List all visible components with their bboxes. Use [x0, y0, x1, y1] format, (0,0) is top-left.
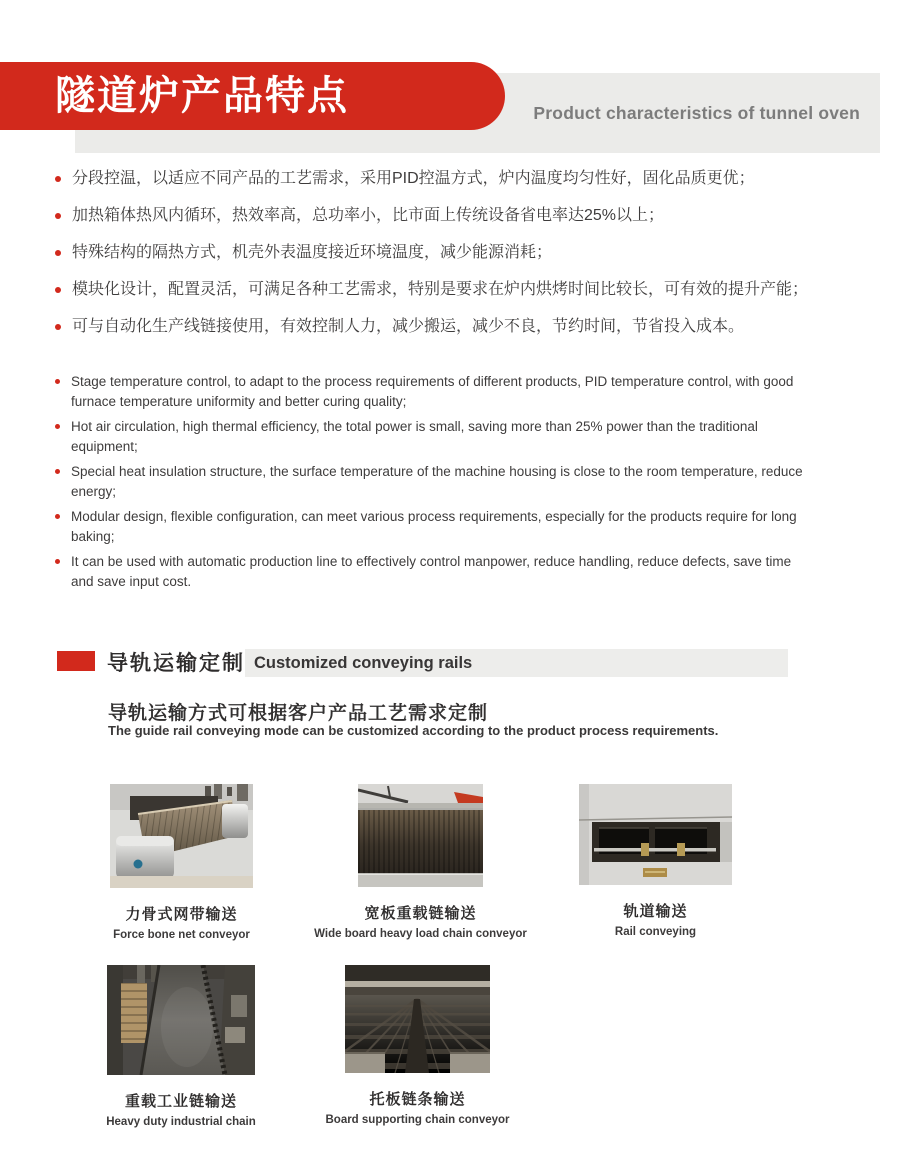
bullet-dot-icon — [55, 324, 61, 330]
feature-item-en — [55, 507, 803, 546]
section-title-en: Customized conveying rails — [254, 653, 473, 672]
gallery-item — [107, 965, 255, 1128]
feature-item-zh — [55, 242, 865, 264]
gallery-item — [314, 784, 527, 940]
feature-item-en — [55, 372, 803, 411]
feature-item-zh — [55, 316, 865, 338]
feature-text-en: It can be used with automatic production line to effectively control manpower, reduce handling, reduce defects, save time and save input cost. — [71, 554, 792, 589]
feature-item-zh — [55, 168, 865, 190]
gallery-caption-zh: 轨道输送 — [623, 903, 688, 920]
gallery-caption-en: Wide board heavy load chain conveyor — [314, 928, 527, 940]
section-subtitle-zh: 导轨运输方式可根据客户产品工艺需求定制 — [108, 703, 489, 724]
gallery-caption-zh: 力骨式网带输送 — [125, 906, 238, 923]
gallery-caption-en: Force bone net conveyor — [113, 929, 250, 941]
feature-text-zh: 特殊结构的隔热方式，机壳外表温度接近环境温度，减少能源消耗； — [72, 244, 553, 261]
board-supporting-chain-conveyor-photo — [345, 965, 490, 1073]
bullet-dot-icon — [55, 514, 60, 519]
bullet-dot-icon — [55, 287, 61, 293]
gallery-item — [110, 784, 253, 941]
feature-text-zh: 模块化设计，配置灵活，可满足各种工艺需求，特别是要求在炉内烘烤时间比较长，可有效的提升产能； — [72, 281, 809, 298]
page-title-en: Product characteristics of tunnel oven — [533, 102, 860, 123]
feature-item-zh — [55, 205, 865, 227]
page-title-zh: 隧道炉产品特点 — [55, 74, 349, 118]
gallery-caption-zh: 宽板重载链输送 — [364, 905, 477, 922]
bullet-dot-icon — [55, 176, 61, 182]
feature-text-en: Modular design, flexible configuration, can meet various process requirements, especially for the products require for long baking; — [71, 509, 797, 544]
section-title-zh: 导轨运输定制 — [107, 652, 245, 675]
feature-text-en: Hot air circulation, high thermal efficiency, the total power is small, saving more than 25% power than the traditional equipment; — [71, 419, 758, 454]
bullet-dot-icon — [55, 469, 60, 474]
gallery-item — [325, 965, 510, 1126]
feature-item-en — [55, 417, 803, 456]
gallery-caption-en: Heavy duty industrial chain — [106, 1116, 256, 1128]
feature-text-zh: 可与自动化生产线链接使用，有效控制人力，减少搬运，减少不良，节约时间，节省投入成本。 — [72, 318, 745, 335]
feature-list-zh — [55, 168, 865, 353]
gallery-item — [579, 784, 732, 938]
feature-text-zh: 分段控温，以适应不同产品的工艺需求，采用PID控温方式，炉内温度均匀性好，固化品质更优； — [72, 170, 755, 187]
heavy-duty-industrial-chain-photo — [107, 965, 255, 1075]
feature-item-en — [55, 462, 803, 501]
header-red-banner — [0, 62, 505, 130]
feature-text-en: Special heat insulation structure, the surface temperature of the machine housing is close to the room temperature, reduce energy; — [71, 464, 803, 499]
feature-item-zh — [55, 279, 865, 301]
feature-text-en: Stage temperature control, to adapt to the process requirements of different products, PID temperature control, with good furnace temperature uniformity and better curing quality; — [71, 374, 794, 409]
bullet-dot-icon — [55, 213, 61, 219]
feature-text-zh: 加热箱体热风内循环，热效率高，总功率小，比市面上传统设备省电率达25%以上； — [72, 207, 665, 224]
rail-conveying-photo — [579, 784, 732, 885]
feature-item-en — [55, 552, 803, 591]
section-subtitle-en: The guide rail conveying mode can be customized according to the product process requirements. — [108, 723, 719, 738]
section-marker-square — [57, 651, 95, 671]
gallery-caption-en: Board supporting chain conveyor — [325, 1114, 510, 1126]
bullet-dot-icon — [55, 250, 61, 256]
force-bone-net-conveyor-photo — [110, 784, 253, 888]
bullet-dot-icon — [55, 424, 60, 429]
bullet-dot-icon — [55, 559, 60, 564]
gallery-caption-zh: 托板链条输送 — [369, 1091, 466, 1108]
wide-board-heavy-load-chain-conveyor-photo — [358, 784, 483, 887]
feature-list-en — [55, 372, 803, 597]
gallery-caption-zh: 重载工业链输送 — [124, 1093, 238, 1110]
section-gray-bar — [245, 649, 788, 677]
bullet-dot-icon — [55, 379, 60, 384]
gallery-caption-en: Rail conveying — [614, 926, 697, 938]
